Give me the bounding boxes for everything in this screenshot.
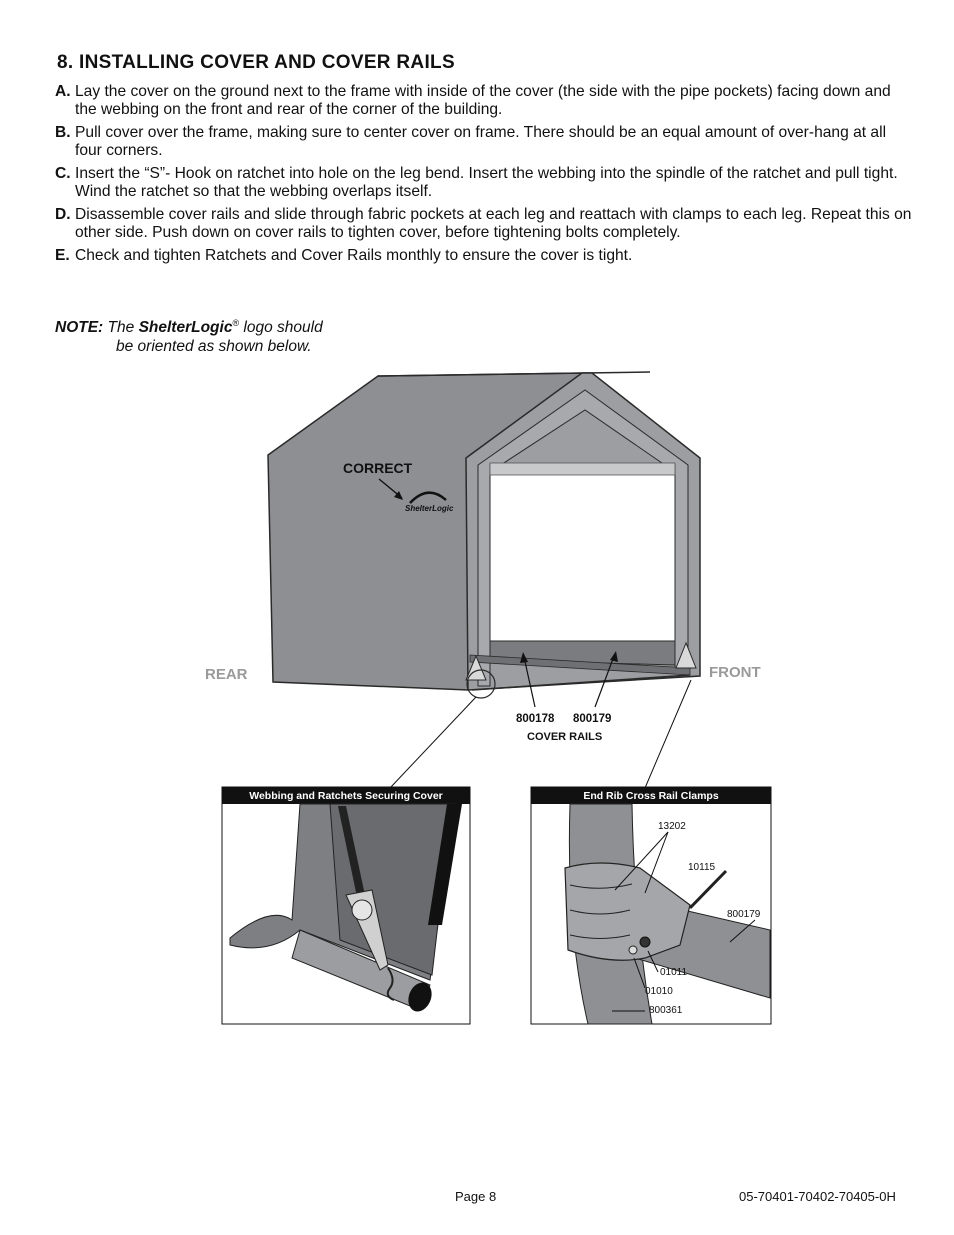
part-01010: 01010: [645, 986, 673, 997]
panel-right-title: End Rib Cross Rail Clamps: [583, 790, 719, 802]
registered-mark: ®: [232, 318, 240, 328]
ratchet-spindle-icon: [352, 900, 372, 920]
step-text: Disassemble cover rails and slide through fabric pockets at each leg and reattach with clamps to each leg. Repeat this on other side. Push down on cover rails to tighten cover, before tightening bolts completely.: [75, 206, 912, 241]
step-text: Check and tighten Ratchets and Cover Rails monthly to ensure the cover is tight.: [75, 247, 633, 264]
step-letter: D.: [55, 206, 71, 223]
clamp-detail-panel: [531, 787, 771, 1024]
step-text: Lay the cover on the ground next to the frame with inside of the cover (the side with the pipe pockets) facing down and the webbing on the front and rear of the corner of the building.: [75, 83, 891, 118]
part-10115: 10115: [688, 862, 716, 873]
front-label: FRONT: [709, 664, 761, 681]
left-detail-leader: [390, 697, 476, 788]
section-title: 8. INSTALLING COVER AND COVER RAILS: [57, 52, 455, 73]
step-text: Insert the “S”- Hook on ratchet into hole on the leg bend. Insert the webbing into the spindle of the ratchet and pull tight. Wind the ratchet so that the webbing overlaps itself.: [75, 165, 898, 200]
bolt-icon: [690, 871, 726, 908]
note-brand: ShelterLogic: [138, 319, 233, 337]
part-13202: 13202: [658, 821, 686, 832]
part-a-number: 800178: [516, 713, 555, 725]
nut-icon: [629, 946, 637, 954]
note-line1-rest: logo should: [243, 319, 323, 337]
step-text: Pull cover over the frame, making sure to center cover on frame. There should be an equal amount of over-hang at all four corners.: [75, 124, 887, 159]
shelter-drawing: [268, 372, 700, 698]
step-letter: B.: [55, 124, 71, 141]
correct-label: CORRECT: [343, 460, 413, 476]
logo-text: ShelterLogic: [405, 504, 454, 513]
note-label: NOTE:: [55, 319, 104, 337]
shelter-door-opening: [490, 465, 675, 641]
note-line-2: be oriented as shown below.: [116, 338, 312, 356]
cover-rails-label: COVER RAILS: [527, 731, 603, 743]
step-letter: E.: [55, 247, 70, 264]
page-number: Page 8: [455, 1189, 497, 1204]
shelter-top-crossbar: [490, 463, 675, 475]
note-pre: The: [107, 319, 135, 337]
part-800179: 800179: [727, 909, 761, 920]
bolt-hole-icon: [640, 937, 650, 947]
part-01011: 01011: [660, 967, 688, 978]
document-code: 05-70401-70402-70405-0H: [739, 1189, 896, 1204]
webbing-detail-panel: [222, 787, 470, 1024]
step-letter: C.: [55, 165, 71, 182]
part-b-number: 800179: [573, 713, 612, 725]
part-800361: 800361: [649, 1005, 683, 1016]
clamp-body: [565, 863, 690, 960]
rear-label: REAR: [205, 666, 248, 683]
step-letter: A.: [55, 83, 71, 100]
panel-left-title: Webbing and Ratchets Securing Cover: [249, 790, 443, 802]
right-detail-leader: [645, 680, 691, 788]
